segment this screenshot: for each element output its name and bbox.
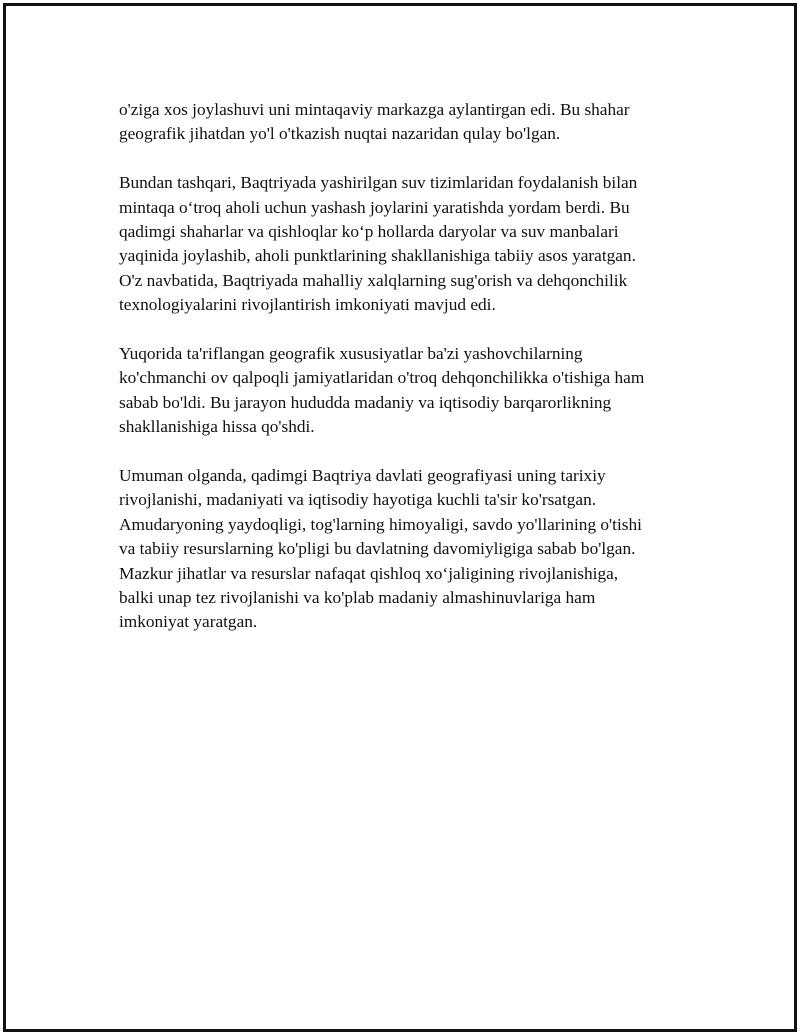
text-line: geografik jihatdan yo'l o'tkazish nuqtai nazaridan qulay bo'lgan. <box>119 124 561 144</box>
text-line: Amudaryoning yaydoqligi, tog'larning himoyaligi, savdo yo'llarining o'tishi <box>119 514 642 534</box>
text-line: sabab bo'ldi. Bu jarayon hududda madaniy va iqtisodiy barqarorlikning <box>119 392 612 412</box>
text-line: qadimgi shaharlar va qishloqlar ko‘p hollarda daryolar va suv manbalari <box>119 222 619 242</box>
text-line: Yuqorida ta'riflangan geografik xususiyatlar ba'zi yashovchilarning <box>119 344 583 364</box>
text-line: yaqinida joylashib, aholi punktlarining shakllanishiga tabiiy asos yaratgan. <box>119 246 636 266</box>
page-content <box>119 98 689 659</box>
text-line: va tabiiy resurslarning ko'pligi bu davlatning davomiyligiga sabab bo'lgan. <box>119 539 636 559</box>
text-line: Mazkur jihatlar va resurslar nafaqat qishloq xo‘jaligining rivojlanishiga, <box>119 563 619 583</box>
paragraph-4 <box>119 464 689 635</box>
page-frame <box>3 3 797 1032</box>
text-line: Bundan tashqari, Baqtriyada yashirilgan suv tizimlaridan foydalanish bilan <box>119 173 638 193</box>
text-line: shakllanishiga hissa qo'shdi. <box>119 417 315 437</box>
text-line: balki unap tez rivojlanishi va ko'plab madaniy almashinuvlariga ham <box>119 588 596 608</box>
paragraph-2 <box>119 171 689 317</box>
text-line: imkoniyat yaratgan. <box>119 612 258 632</box>
text-line: texnologiyalarini rivojlantirish imkoniyati mavjud edi. <box>119 295 496 315</box>
paragraph-1 <box>119 98 689 147</box>
text-line: o'ziga xos joylashuvi uni mintaqaviy markazga aylantirgan edi. Bu shahar <box>119 100 630 119</box>
text-line: Umuman olganda, qadimgi Baqtriya davlati geografiyasi uning tarixiy <box>119 466 606 486</box>
text-line: rivojlanishi, madaniyati va iqtisodiy hayotiga kuchli ta'sir ko'rsatgan. <box>119 490 597 510</box>
text-line: O'z navbatida, Baqtriyada mahalliy xalqlarning sug'orish va dehqonchilik <box>119 270 628 290</box>
text-line: mintaqa o‘troq aholi uchun yashash joylarini yaratishda yordam berdi. Bu <box>119 197 630 217</box>
text-line: ko'chmanchi ov qalpoqli jamiyatlaridan o'troq dehqonchilikka o'tishiga ham <box>119 368 645 388</box>
paragraph-3 <box>119 342 689 440</box>
